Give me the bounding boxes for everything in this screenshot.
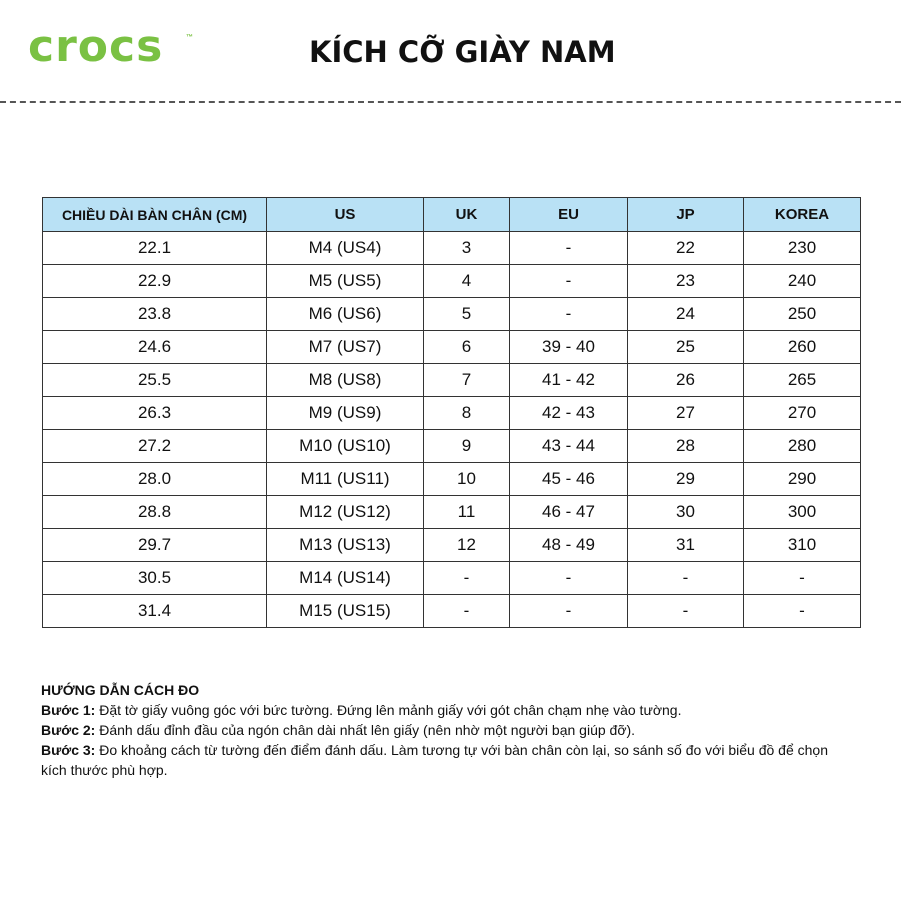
- table-row: [43, 562, 861, 595]
- table-header-row: [43, 198, 861, 232]
- header-jp: JP: [628, 198, 744, 232]
- cell-korea: 310: [744, 529, 861, 562]
- cell-uk: 5: [424, 298, 510, 331]
- step-text: Đo khoảng cách từ tường đến điểm đánh dấu. Làm tương tự với bàn chân còn lại, so sánh số đo với biểu đồ để chọn kích thước phù hợp.: [41, 742, 828, 778]
- cell-eu: -: [510, 298, 628, 331]
- cell-korea: 230: [744, 232, 861, 265]
- cell-us: M4 (US4): [267, 232, 424, 265]
- cell-uk: 10: [424, 463, 510, 496]
- cell-foot-length: 26.3: [43, 397, 267, 430]
- cell-us: M8 (US8): [267, 364, 424, 397]
- size-chart-table: [42, 197, 861, 628]
- step-text: Đánh dấu đỉnh đầu của ngón chân dài nhất lên giấy (nên nhờ một người bạn giúp đỡ).: [95, 722, 636, 738]
- table-row: [43, 364, 861, 397]
- cell-korea: 290: [744, 463, 861, 496]
- cell-foot-length: 24.6: [43, 331, 267, 364]
- guide-step-2: [41, 720, 851, 740]
- cell-korea: 270: [744, 397, 861, 430]
- cell-jp: 25: [628, 331, 744, 364]
- step-label: Bước 2:: [41, 722, 96, 738]
- cell-jp: 22: [628, 232, 744, 265]
- table-row: [43, 529, 861, 562]
- cell-korea: 240: [744, 265, 861, 298]
- cell-uk: 3: [424, 232, 510, 265]
- table-row: [43, 496, 861, 529]
- cell-uk: 4: [424, 265, 510, 298]
- table-row: [43, 463, 861, 496]
- guide-title: HƯỚNG DẪN CÁCH ĐO: [41, 682, 200, 698]
- cell-foot-length: 28.8: [43, 496, 267, 529]
- cell-jp: 24: [628, 298, 744, 331]
- dashed-divider: [0, 101, 901, 103]
- step-label: Bước 1:: [41, 702, 96, 718]
- cell-us: M15 (US15): [267, 595, 424, 628]
- cell-us: M13 (US13): [267, 529, 424, 562]
- cell-eu: 46 - 47: [510, 496, 628, 529]
- cell-korea: 250: [744, 298, 861, 331]
- table-row: [43, 298, 861, 331]
- header-foot-length: CHIỀU DÀI BÀN CHÂN (CM): [43, 198, 267, 232]
- header-uk: UK: [424, 198, 510, 232]
- guide-step-3: [41, 740, 851, 780]
- cell-foot-length: 27.2: [43, 430, 267, 463]
- cell-jp: 30: [628, 496, 744, 529]
- cell-eu: -: [510, 595, 628, 628]
- cell-us: M14 (US14): [267, 562, 424, 595]
- cell-eu: 39 - 40: [510, 331, 628, 364]
- cell-eu: 41 - 42: [510, 364, 628, 397]
- cell-eu: 45 - 46: [510, 463, 628, 496]
- step-text: Đặt tờ giấy vuông góc với bức tường. Đứng lên mảnh giấy với gót chân chạm nhẹ vào tường.: [95, 702, 682, 718]
- cell-uk: 12: [424, 529, 510, 562]
- cell-korea: 300: [744, 496, 861, 529]
- cell-eu: -: [510, 562, 628, 595]
- cell-korea: 265: [744, 364, 861, 397]
- cell-korea: -: [744, 595, 861, 628]
- cell-uk: 11: [424, 496, 510, 529]
- table-row: [43, 595, 861, 628]
- cell-foot-length: 22.1: [43, 232, 267, 265]
- cell-korea: 280: [744, 430, 861, 463]
- cell-foot-length: 23.8: [43, 298, 267, 331]
- page-title: KÍCH CỠ GIÀY NAM: [309, 35, 616, 69]
- cell-uk: 9: [424, 430, 510, 463]
- cell-uk: 7: [424, 364, 510, 397]
- cell-eu: -: [510, 265, 628, 298]
- cell-us: M5 (US5): [267, 265, 424, 298]
- cell-jp: 27: [628, 397, 744, 430]
- cell-foot-length: 31.4: [43, 595, 267, 628]
- cell-uk: -: [424, 562, 510, 595]
- cell-us: M6 (US6): [267, 298, 424, 331]
- header-eu: EU: [510, 198, 628, 232]
- cell-jp: -: [628, 562, 744, 595]
- cell-uk: 6: [424, 331, 510, 364]
- cell-foot-length: 30.5: [43, 562, 267, 595]
- cell-korea: 260: [744, 331, 861, 364]
- cell-us: M7 (US7): [267, 331, 424, 364]
- cell-foot-length: 29.7: [43, 529, 267, 562]
- table-row: [43, 430, 861, 463]
- cell-jp: 28: [628, 430, 744, 463]
- cell-uk: -: [424, 595, 510, 628]
- header-korea: KOREA: [744, 198, 861, 232]
- cell-eu: -: [510, 232, 628, 265]
- guide-step-1: [41, 700, 851, 720]
- measuring-guide: [41, 680, 851, 780]
- cell-foot-length: 25.5: [43, 364, 267, 397]
- cell-jp: 31: [628, 529, 744, 562]
- cell-foot-length: 28.0: [43, 463, 267, 496]
- table-row: [43, 397, 861, 430]
- step-label: Bước 3:: [41, 742, 96, 758]
- cell-jp: 29: [628, 463, 744, 496]
- cell-eu: 42 - 43: [510, 397, 628, 430]
- cell-us: M9 (US9): [267, 397, 424, 430]
- header-us: US: [267, 198, 424, 232]
- cell-us: M10 (US10): [267, 430, 424, 463]
- cell-jp: 26: [628, 364, 744, 397]
- table-row: [43, 232, 861, 265]
- table-row: [43, 265, 861, 298]
- cell-jp: -: [628, 595, 744, 628]
- cell-eu: 48 - 49: [510, 529, 628, 562]
- table-row: [43, 331, 861, 364]
- crocs-logo: crocs: [28, 21, 164, 72]
- table-body: [43, 232, 861, 628]
- cell-eu: 43 - 44: [510, 430, 628, 463]
- cell-korea: -: [744, 562, 861, 595]
- trademark-symbol: ™: [186, 34, 193, 41]
- cell-us: M12 (US12): [267, 496, 424, 529]
- cell-jp: 23: [628, 265, 744, 298]
- cell-us: M11 (US11): [267, 463, 424, 496]
- cell-foot-length: 22.9: [43, 265, 267, 298]
- cell-uk: 8: [424, 397, 510, 430]
